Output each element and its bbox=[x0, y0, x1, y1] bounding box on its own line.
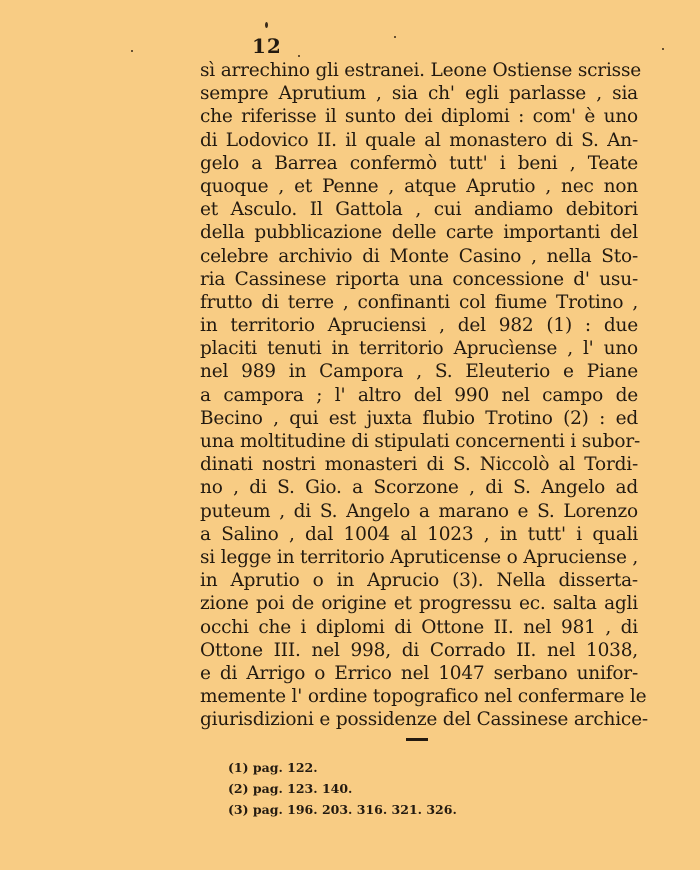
text-line: una moltitudine di stipulati concernenti i subor- bbox=[200, 431, 641, 452]
footnote: (1) pag. 122. bbox=[228, 760, 318, 775]
text-line: e di Arrigo o Errico nel 1047 serbano unifor- bbox=[200, 662, 638, 684]
text-line: gelo a Barrea confermò tutt' i beni , Teate bbox=[200, 152, 638, 174]
text-line: ria Cassinese riporta una concessione d' usu- bbox=[200, 268, 638, 290]
footnote: (2) pag. 123. 140. bbox=[228, 781, 353, 796]
text-line: Ottone III. nel 998, di Corrado II. nel 1038, bbox=[200, 639, 638, 661]
footnote-divider bbox=[406, 738, 428, 741]
text-line: in Aprutio o in Aprucio (3). Nella disserta- bbox=[200, 570, 638, 592]
text-line: che riferisse il sunto dei diplomi : com' è uno bbox=[200, 106, 638, 128]
text-line: memente l' ordine topografico nel confermare le bbox=[200, 686, 647, 708]
text-line: puteum , di S. Angelo a marano e S. Lorenzo bbox=[200, 500, 638, 522]
text-line: occhi che i diplomi di Ottone II. nel 981 , di bbox=[200, 616, 638, 638]
ink-speck bbox=[662, 48, 664, 50]
text-line: in territorio Apruciensi , del 982 (1) : due bbox=[200, 315, 638, 337]
ink-speck bbox=[394, 36, 396, 38]
text-line: di Lodovico II. il quale al monastero di S. An- bbox=[200, 129, 638, 151]
footnote: (3) pag. 196. 203. 316. 321. 326. bbox=[228, 802, 457, 817]
text-line: a Salino , dal 1004 al 1023 , in tutt' i quali bbox=[200, 523, 638, 545]
main-text bbox=[200, 59, 648, 731]
text-line: nel 989 in Campora , S. Eleuterio e Piane bbox=[200, 361, 638, 383]
text-line: a campora ; l' altro del 990 nel campo de bbox=[200, 384, 638, 406]
text-line: della pubblicazione delle carte importanti del bbox=[200, 222, 638, 244]
text-line: frutto di terre , confinanti col fiume Trotino , bbox=[200, 291, 638, 313]
text-line: dinati nostri monasteri di S. Niccolò al Tordi- bbox=[200, 454, 638, 476]
text-line: quoque , et Penne , atque Aprutio , nec non bbox=[200, 175, 638, 197]
footnotes bbox=[228, 757, 457, 820]
text-line: zione poi de origine et progressu ec. salta agli bbox=[200, 593, 638, 615]
text-line: sì arrechino gli estranei. Leone Ostiense scrisse bbox=[200, 60, 641, 81]
text-line: si legge in territorio Apruticense o Apruciense , bbox=[200, 546, 639, 568]
ink-speck bbox=[298, 55, 300, 57]
page-number: 12 bbox=[252, 34, 282, 58]
text-line: et Asculo. Il Gattola , cui andiamo debitori bbox=[200, 199, 638, 221]
text-line: celebre archivio di Monte Casino , nella Sto- bbox=[200, 245, 638, 267]
text-line: sempre Aprutium , sia ch' egli parlasse , sia bbox=[200, 83, 638, 105]
text-line: no , di S. Gio. a Scorzone , di S. Angelo ad bbox=[200, 477, 638, 499]
text-line: giurisdizioni e possidenze del Cassinese archice- bbox=[200, 709, 648, 731]
ink-speck bbox=[131, 50, 133, 52]
text-line: placiti tenuti in territorio Aprucìense , l' uno bbox=[200, 338, 638, 360]
text-line: Becino , qui est juxta flubio Trotino (2) : ed bbox=[200, 407, 638, 429]
ink-speck bbox=[265, 22, 268, 28]
